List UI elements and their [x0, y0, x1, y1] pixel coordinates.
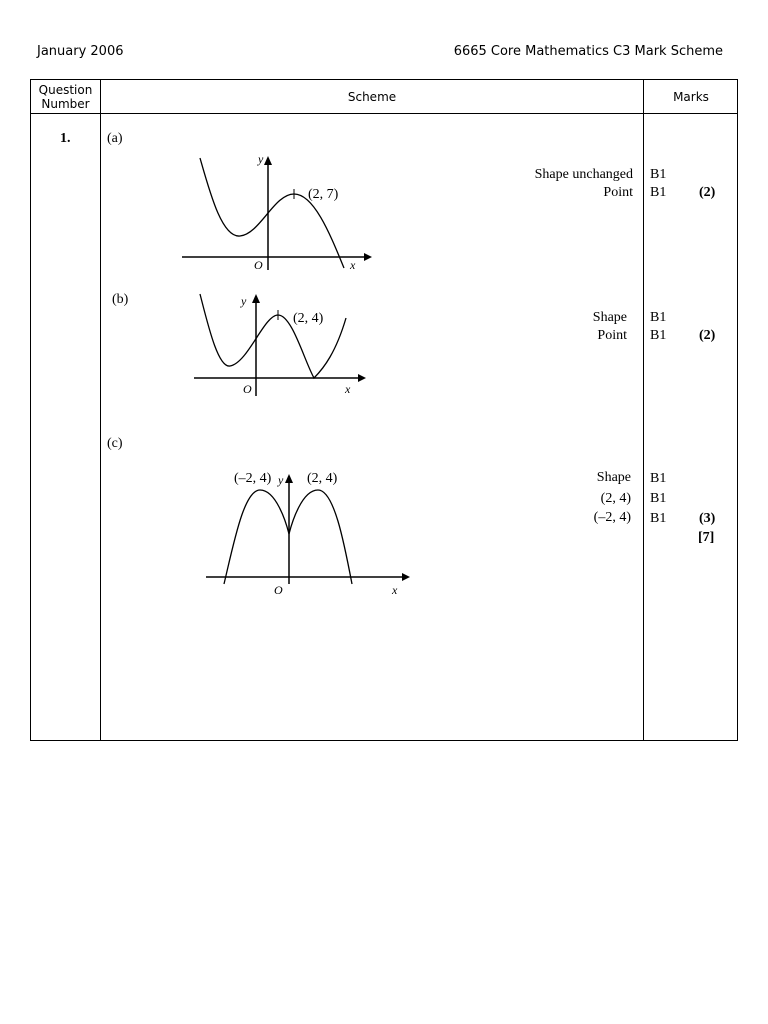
- part-b-criterion-1: Shape: [592, 310, 627, 325]
- part-c-criterion-3: (–2, 4): [593, 510, 631, 525]
- part-a-origin-label: O: [254, 258, 263, 272]
- part-a-subtotal: (2): [699, 185, 716, 200]
- column-header-question-number: Question Number: [38, 82, 93, 111]
- part-c-mark-1: B1: [650, 471, 667, 486]
- part-c-x-label: x: [392, 583, 398, 597]
- part-b-criterion-2: Point: [597, 328, 627, 343]
- part-c-right-point-label: (2, 4): [307, 471, 338, 486]
- part-c-origin-label: O: [274, 583, 283, 597]
- part-b-y-label: y: [241, 294, 247, 308]
- part-b-graph: [190, 290, 370, 400]
- part-a-mark-1: B1: [650, 167, 667, 182]
- part-b-x-label: x: [345, 382, 351, 396]
- part-c-mark-2: B1: [650, 491, 667, 506]
- part-a-criterion-2: Point: [603, 185, 633, 200]
- part-a-label: (a): [107, 131, 123, 146]
- header-row-divider: [31, 113, 737, 114]
- column-header-scheme: Scheme: [347, 89, 397, 104]
- part-c-y-label: y: [278, 473, 284, 487]
- header-title: 6665 Core Mathematics C3 Mark Scheme: [453, 44, 723, 59]
- part-b-origin-label: O: [243, 382, 252, 396]
- column-divider-marks: [643, 80, 644, 740]
- question-total: [7]: [698, 530, 715, 545]
- part-c-subtotal: (3): [699, 511, 716, 526]
- part-c-left-point-label: (–2, 4): [234, 471, 272, 486]
- part-a-x-label: x: [350, 258, 356, 272]
- part-a-point-label: (2, 7): [308, 187, 339, 202]
- part-b-mark-1: B1: [650, 310, 667, 325]
- part-a-graph: [178, 148, 373, 273]
- part-b-subtotal: (2): [699, 328, 716, 343]
- part-c-criterion-1: Shape: [596, 470, 631, 485]
- part-c-graph: [200, 462, 420, 602]
- column-divider-question: [100, 80, 101, 740]
- part-b-label: (b): [112, 292, 129, 307]
- part-a-mark-2: B1: [650, 185, 667, 200]
- part-c-criterion-2: (2, 4): [600, 491, 631, 506]
- part-a-y-label: y: [258, 152, 264, 166]
- part-b-mark-2: B1: [650, 328, 667, 343]
- header-date: January 2006: [37, 44, 124, 59]
- question-number: 1.: [60, 131, 71, 146]
- column-header-marks: Marks: [673, 89, 709, 104]
- part-c-mark-3: B1: [650, 511, 667, 526]
- part-b-point-label: (2, 4): [293, 311, 324, 326]
- part-c-label: (c): [107, 436, 123, 451]
- part-a-criterion-1: Shape unchanged: [534, 167, 633, 182]
